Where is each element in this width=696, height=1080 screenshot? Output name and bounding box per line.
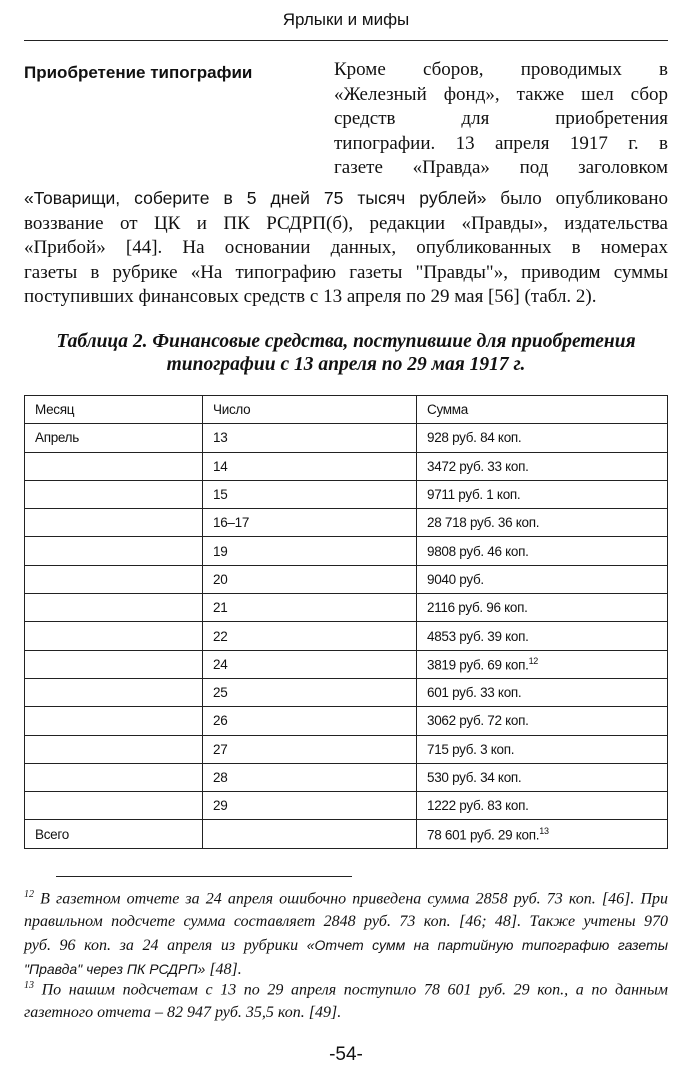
- cell-amount-text: 2116 руб. 96 коп.: [427, 600, 528, 616]
- cell-month: [25, 650, 203, 678]
- cell-day: [203, 594, 417, 622]
- cell-month: [25, 594, 203, 622]
- table-row: [25, 678, 668, 706]
- intro-line: Кроме сборов, проводимых в: [334, 59, 668, 80]
- header-amount: Сумма: [417, 396, 668, 424]
- cell-day-text: 21: [213, 600, 228, 616]
- cell-amount-text: 9040 руб.: [427, 571, 484, 587]
- cell-day: [203, 537, 417, 565]
- footnote-line: [24, 884, 668, 911]
- table-row: [25, 594, 668, 622]
- appeal-title: «Товарищи, соберите в 5 дней 75 тысяч рублей»: [24, 188, 487, 208]
- cell-day-text: 15: [213, 487, 228, 503]
- footnote-rule: [56, 876, 352, 877]
- footnote-marker: 12: [24, 889, 34, 900]
- cell-day-text: 24: [213, 656, 228, 672]
- table-row: [25, 424, 668, 452]
- footnote-line: [24, 975, 668, 1002]
- rubric-title: «Отчет сумм на партийную типографию газеты: [306, 936, 669, 953]
- intro-line: «Железный фонд», также шел сбор: [334, 83, 668, 105]
- page-number: -54-: [329, 1044, 363, 1065]
- cell-amount: [417, 565, 668, 593]
- cell-month: [25, 792, 203, 820]
- table-row: [25, 565, 668, 593]
- cell-day: [203, 792, 417, 820]
- header-day: Число: [203, 396, 417, 424]
- body-line-4: газеты в рубрике «На типографию газеты "Правды"», приводим суммы: [24, 261, 668, 283]
- cell-amount: [417, 707, 668, 735]
- cell-amount: [417, 735, 668, 763]
- cell-month-text: Всего: [35, 826, 69, 842]
- cell-day: [203, 452, 417, 480]
- intro-line: газете «Правда» под заголовком: [334, 157, 668, 178]
- footnote-13: [24, 975, 668, 1025]
- rubric-title: "Правда" через ПК РСДРП»: [24, 960, 206, 977]
- footnote-text: [48].: [205, 960, 242, 978]
- footnote-text: руб. 96 коп. за 24 апреля из рубрики: [24, 936, 307, 954]
- body-line-1-rest: было опубликовано: [486, 188, 669, 209]
- cell-day-text: 13: [213, 430, 228, 446]
- cell-amount-text: 9808 руб. 46 коп.: [427, 543, 529, 559]
- cell-amount: [417, 480, 668, 508]
- cell-day-text: 26: [213, 713, 228, 729]
- cell-amount: [417, 594, 668, 622]
- finance-table: [24, 395, 668, 849]
- cell-day-text: 28: [213, 770, 228, 785]
- footnote-ref: 12: [528, 656, 538, 667]
- cell-amount-text: 4853 руб. 39 коп.: [427, 628, 529, 644]
- body-line-2: воззвание от ЦК и ПК РСДРП(б), редакции «Правды», издательства: [24, 212, 668, 234]
- caption-line-1: Таблица 2. Финансовые средства, поступившие для приобретения: [56, 331, 636, 352]
- table-header-row: [25, 396, 668, 424]
- cell-day: [203, 424, 417, 452]
- cell-amount-text: 715 руб. 3 коп.: [427, 741, 515, 757]
- cell-amount: [417, 509, 668, 537]
- cell-amount: [417, 650, 668, 678]
- table-row: [25, 650, 668, 678]
- caption-line-2: типографии с 13 апреля по 29 мая 1917 г.: [166, 354, 526, 375]
- table-body: [25, 424, 668, 848]
- running-head: Ярлыки и мифы: [282, 10, 410, 29]
- cell-day: [203, 678, 417, 706]
- cell-amount-text: 28 718 руб. 36 коп.: [427, 515, 540, 531]
- cell-month: [25, 452, 203, 480]
- header-month: Месяц: [25, 396, 203, 424]
- cell-amount: [417, 792, 668, 820]
- footnote-marker: 13: [24, 980, 34, 991]
- cell-amount-text: 9711 руб. 1 коп.: [427, 487, 521, 503]
- table-caption: [24, 330, 668, 376]
- cell-day: [203, 565, 417, 593]
- cell-amount: [417, 820, 668, 848]
- table-row: [25, 622, 668, 650]
- footnote-text: По нашим подсчетам с 13 по 29 апреля поступило 78 601 руб. 29 коп., а по данным: [34, 981, 668, 999]
- footnote-line: [24, 934, 668, 958]
- cell-day-text: 22: [213, 628, 228, 644]
- cell-month: [25, 480, 203, 508]
- footnote-ref: 13: [539, 825, 549, 836]
- footnote-line: правильном подсчете сумма составляет 2848 руб. 73 коп. [46; 48]. Также учтены 970: [24, 913, 668, 931]
- cell-month: [25, 678, 203, 706]
- body-line-5: поступивших финансовых средств с 13 апреля по 29 мая [56] (табл. 2).: [24, 286, 597, 307]
- cell-day: [203, 622, 417, 650]
- cell-amount-text: 1222 руб. 83 коп.: [427, 798, 529, 814]
- intro-paragraph: [334, 58, 668, 181]
- cell-month: [25, 424, 203, 452]
- cell-day: [203, 707, 417, 735]
- cell-day-text: 19: [213, 543, 228, 559]
- cell-day-text: 20: [213, 571, 228, 587]
- cell-amount: [417, 678, 668, 706]
- cell-month: [25, 565, 203, 593]
- cell-day: [203, 820, 417, 848]
- footnote-12: [24, 884, 668, 982]
- header-rule: [24, 40, 668, 41]
- cell-amount-text: 530 руб. 34 коп.: [427, 770, 522, 785]
- intro-line: типографии. 13 апреля 1917 г. в: [334, 132, 668, 154]
- table-row: [25, 735, 668, 763]
- cell-day: [203, 480, 417, 508]
- cell-month: [25, 763, 203, 791]
- cell-month: [25, 707, 203, 735]
- cell-day: [203, 735, 417, 763]
- table-row: [25, 452, 668, 480]
- cell-amount-text: 3062 руб. 72 коп.: [427, 713, 529, 729]
- cell-amount-text: 78 601 руб. 29 коп.: [427, 827, 540, 843]
- cell-day-text: 14: [213, 458, 228, 474]
- table-row: [25, 509, 668, 537]
- cell-amount-text: 601 руб. 33 коп.: [427, 685, 522, 701]
- footnote-line: газетного отчета – 82 947 руб. 35,5 коп. [49].: [24, 1004, 342, 1022]
- table-row: [25, 707, 668, 735]
- cell-day-text: 27: [213, 741, 228, 757]
- intro-line: средств для приобретения: [334, 108, 668, 129]
- cell-month: [25, 820, 203, 848]
- cell-month: [25, 537, 203, 565]
- cell-month-text: Апрель: [35, 430, 79, 446]
- table-row: [25, 480, 668, 508]
- cell-amount: [417, 537, 668, 565]
- cell-day: [203, 509, 417, 537]
- cell-day-text: 16–17: [213, 515, 250, 531]
- cell-amount-text: 3819 руб. 69 коп.: [427, 657, 529, 673]
- cell-amount: [417, 452, 668, 480]
- cell-day: [203, 763, 417, 791]
- cell-month: [25, 622, 203, 650]
- cell-day-text: 25: [213, 685, 228, 701]
- table-row: [25, 763, 668, 791]
- section-heading: Приобретение типографии: [24, 63, 253, 82]
- table-row: [25, 537, 668, 565]
- table-row: [25, 792, 668, 820]
- cell-month: [25, 509, 203, 537]
- cell-day: [203, 650, 417, 678]
- footnote-text: В газетном отчете за 24 апреля ошибочно приведена сумма 2858 руб. 73 коп. [46]. При: [34, 890, 668, 908]
- cell-amount-text: 3472 руб. 33 коп.: [427, 458, 529, 474]
- table-row: [25, 820, 668, 848]
- cell-month: [25, 735, 203, 763]
- body-line-1: [24, 186, 668, 212]
- cell-amount-text: 928 руб. 84 коп.: [427, 430, 522, 446]
- cell-amount: [417, 763, 668, 791]
- cell-amount: [417, 424, 668, 452]
- body-line-3: «Прибой» [44]. На основании данных, опубликованных в номерах: [24, 237, 668, 258]
- cell-day-text: 29: [213, 798, 228, 814]
- body-paragraph: [24, 186, 668, 310]
- cell-amount: [417, 622, 668, 650]
